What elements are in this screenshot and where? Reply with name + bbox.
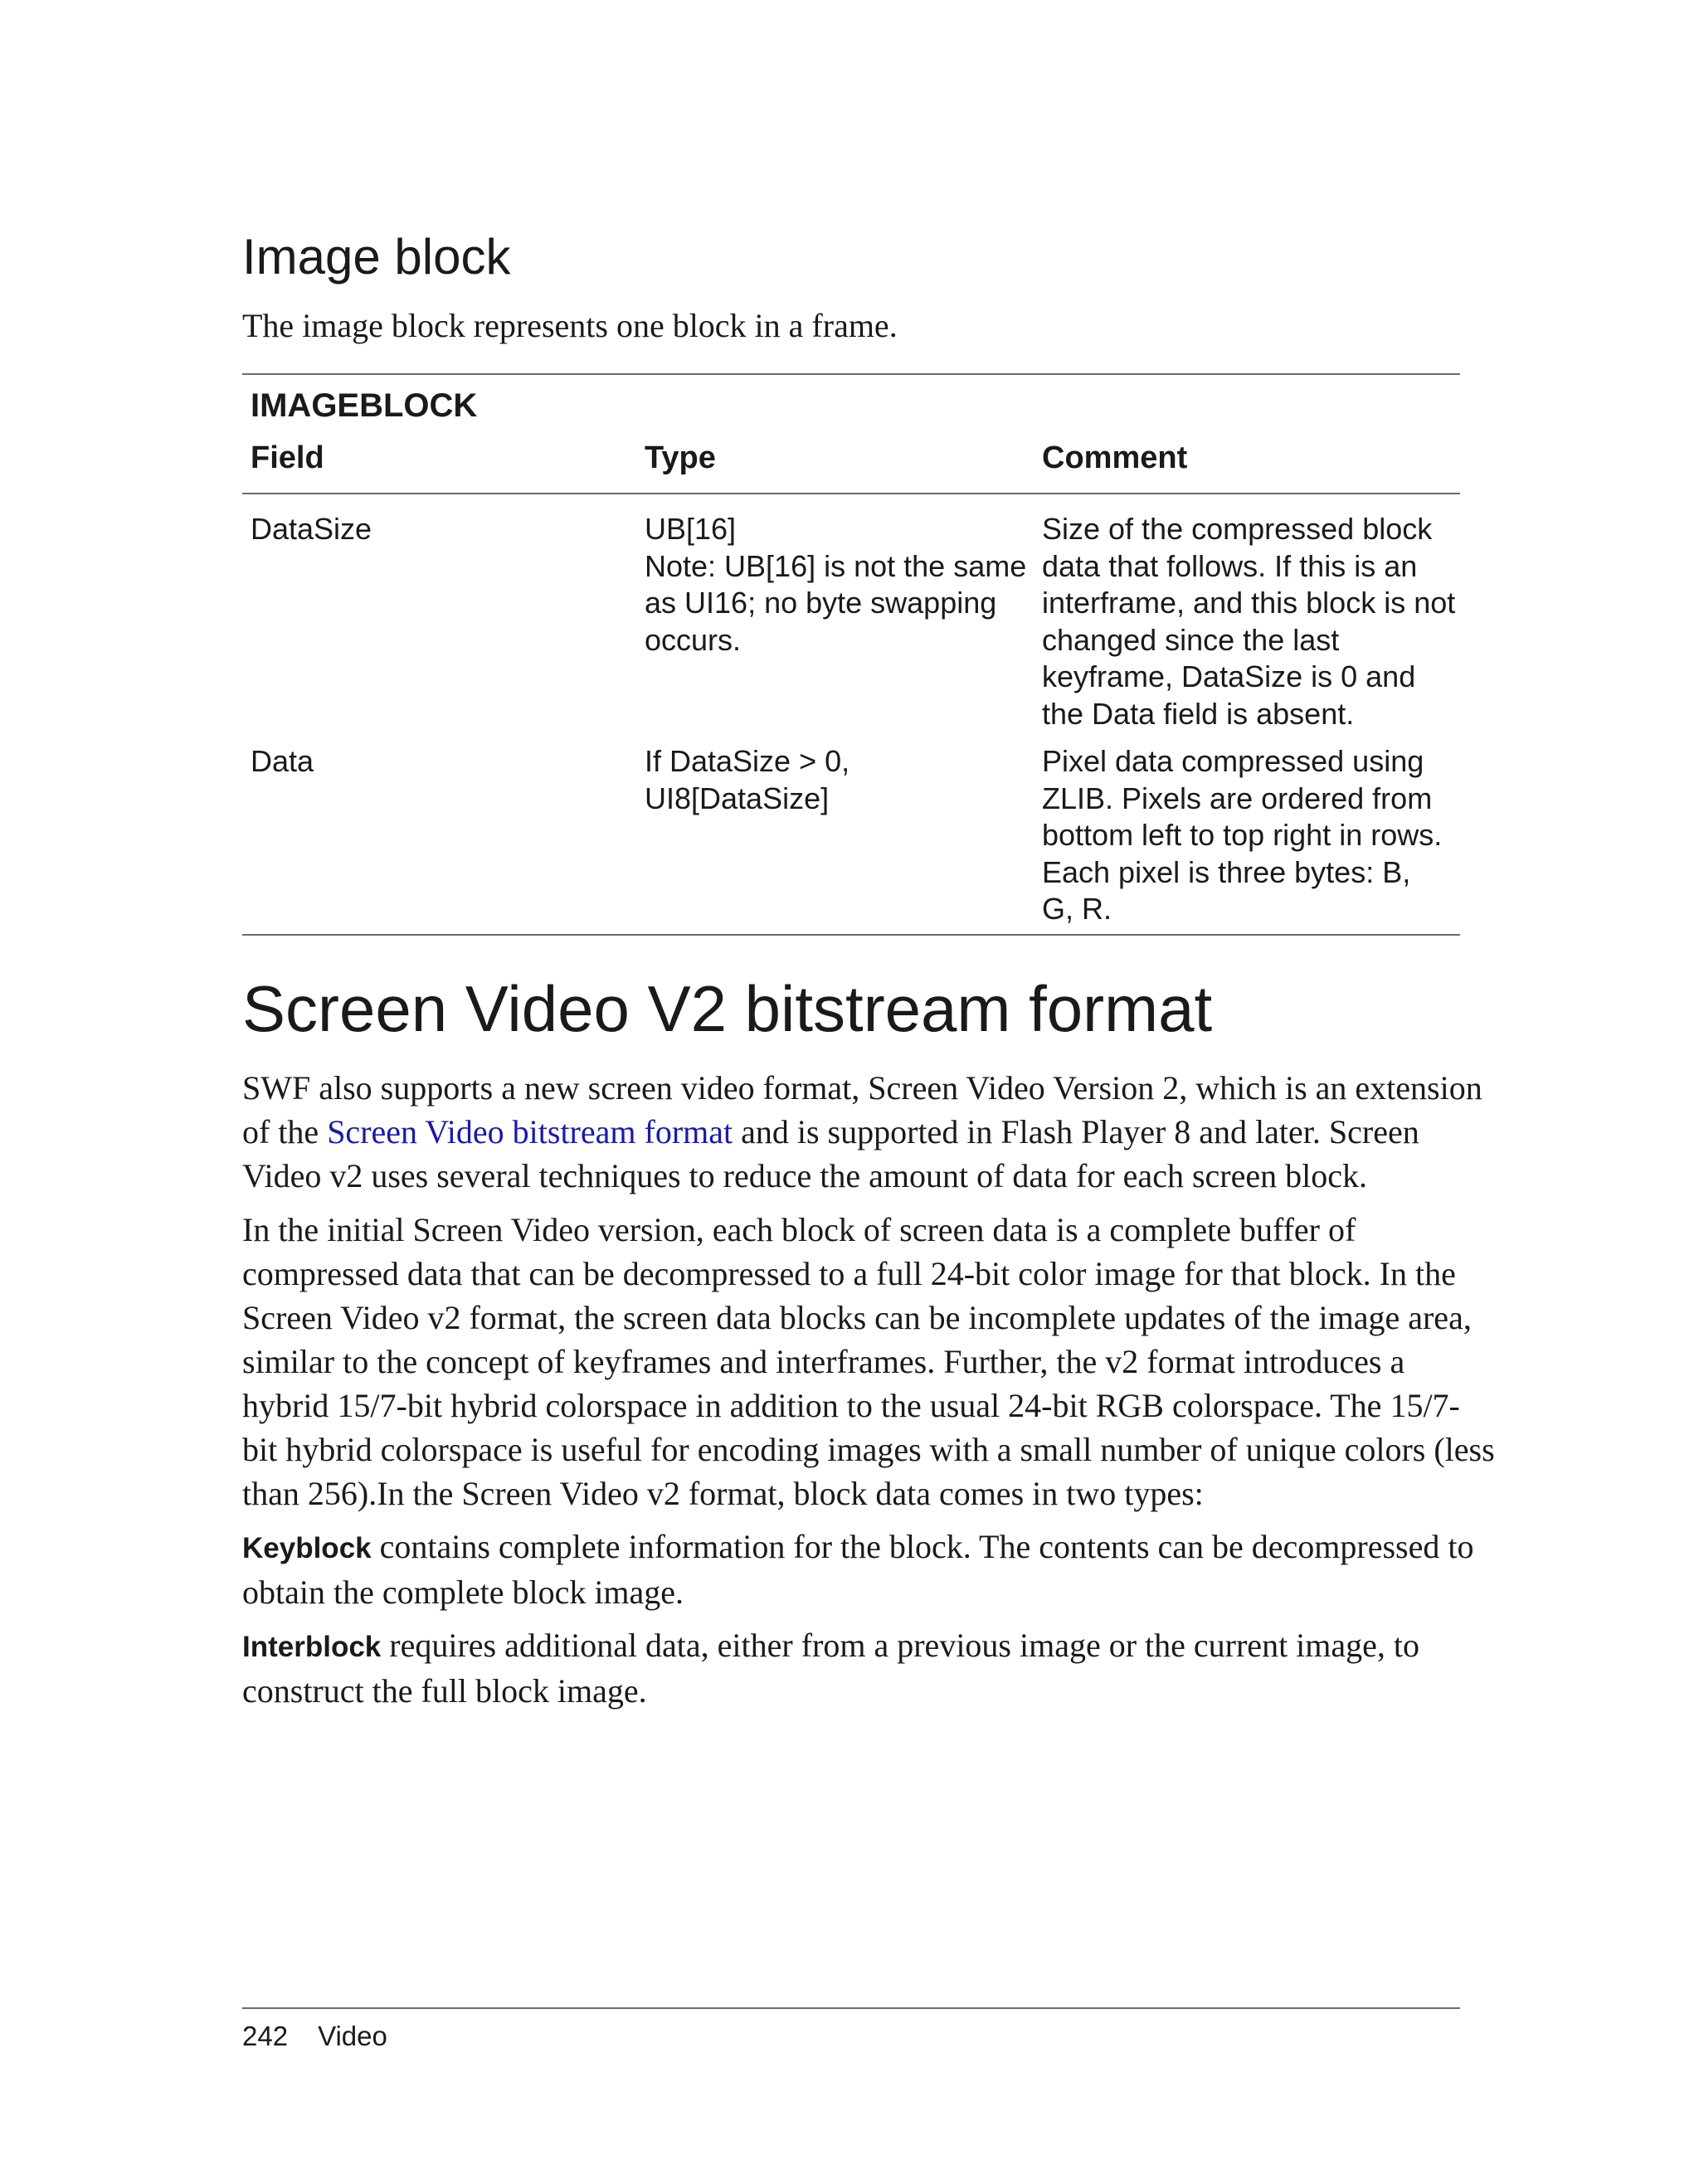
page-footer xyxy=(242,2016,387,2057)
cell-type xyxy=(636,743,1034,934)
cell-text: data that follows. If this is an xyxy=(1042,548,1418,583)
paragraph-line: than 256).In the Screen Video v2 format, block data comes in two types: xyxy=(242,1475,1204,1512)
footer-section-title: Video xyxy=(318,2021,387,2051)
cell-field xyxy=(242,511,636,727)
interblock-term: Interblock xyxy=(242,1631,382,1663)
keyblock-term: Keyblock xyxy=(242,1532,372,1564)
cell-text: Note: UB[16] is not the same xyxy=(645,548,1027,583)
cell-comment xyxy=(1034,743,1460,934)
text-span: of the xyxy=(242,1113,328,1150)
text-span: contains complete information for the block. The contents can be decompressed to xyxy=(371,1528,1474,1565)
table-row xyxy=(242,727,1460,934)
paragraph-line xyxy=(242,1623,1460,1669)
cell-text: keyframe, DataSize is 0 and xyxy=(1042,659,1416,693)
paragraph-line: construct the full block image. xyxy=(242,1672,647,1710)
paragraph-line: obtain the complete block image. xyxy=(242,1574,684,1611)
paragraph-keyblock xyxy=(242,1525,1474,1614)
cell-text: the Data field is absent. xyxy=(1042,696,1355,731)
paragraph-line: Video v2 uses several techniques to reduce the amount of data for each screen block. xyxy=(242,1157,1367,1194)
cell-text: changed since the last xyxy=(1042,622,1340,657)
page-number: 242 xyxy=(242,2021,289,2051)
paragraph-line: In the initial Screen Video version, each block of screen data is a complete buffer of xyxy=(242,1211,1356,1248)
image-block-intro: The image block represents one block in a frame. xyxy=(242,307,898,344)
text-span: requires additional data, either from a previous image or the current image, to xyxy=(381,1627,1420,1664)
screen-video-bitstream-link[interactable]: Screen Video bitstream format xyxy=(327,1113,733,1150)
header-type: Type xyxy=(645,440,716,475)
table-header-row xyxy=(242,435,1460,494)
paragraph-line: hybrid 15/7-bit hybrid colorspace in addition to the usual 24-bit RGB colorspace. The 15/7- xyxy=(242,1387,1460,1424)
paragraph-line: bit hybrid colorspace is useful for encoding images with a small number of unique colors (less xyxy=(242,1431,1495,1468)
paragraph-line: Screen Video v2 format, the screen data blocks can be incomplete updates of the image area, xyxy=(242,1299,1472,1336)
cell-text: UI8[DataSize] xyxy=(645,781,830,815)
cell-text: Each pixel is three bytes: B, xyxy=(1042,854,1411,889)
document-page xyxy=(242,0,1495,2184)
paragraph-line: compressed data that can be decompressed to a full 24-bit color image for that block. In the xyxy=(242,1255,1456,1292)
cell-text: occurs. xyxy=(645,622,742,657)
cell-text: If DataSize > 0, xyxy=(645,744,850,778)
cell-field xyxy=(242,743,636,934)
cell-type xyxy=(636,511,1034,727)
table-title: IMAGEBLOCK xyxy=(251,387,478,424)
cell-text: Pixel data compressed using xyxy=(1042,744,1424,778)
cell-text: as UI16; no byte swapping xyxy=(645,586,997,620)
imageblock-table xyxy=(242,373,1460,936)
image-block-heading: Image block xyxy=(242,229,511,285)
paragraph-line xyxy=(242,1525,1474,1570)
cell-text: ZLIB. Pixels are ordered from xyxy=(1042,781,1433,815)
cell-text: Data xyxy=(251,744,314,778)
paragraph-versions xyxy=(242,1208,1495,1515)
header-field: Field xyxy=(251,440,324,475)
cell-text: Size of the compressed block xyxy=(1042,512,1433,546)
screen-video-v2-heading: Screen Video V2 bitstream format xyxy=(242,972,1213,1045)
footer-divider xyxy=(242,2007,1460,2009)
paragraph-line: similar to the concept of keyframes and interframes. Further, the v2 format introduces a xyxy=(242,1343,1405,1380)
header-comment: Comment xyxy=(1042,440,1188,475)
paragraph-line xyxy=(242,1110,1460,1154)
cell-text: UB[16] xyxy=(645,512,737,546)
cell-text: bottom left to top right in rows. xyxy=(1042,818,1443,852)
table-row xyxy=(242,494,1460,731)
text-span: and is supported in Flash Player 8 and later. Screen xyxy=(733,1113,1419,1150)
paragraph-interblock xyxy=(242,1623,1460,1713)
cell-comment xyxy=(1034,511,1460,731)
cell-text: interframe, and this block is not xyxy=(1042,586,1456,620)
cell-text: G, R. xyxy=(1042,892,1112,926)
cell-text: DataSize xyxy=(251,512,372,546)
paragraph-intro xyxy=(242,1066,1482,1198)
paragraph-line: SWF also supports a new screen video format, Screen Video Version 2, which is an extension xyxy=(242,1069,1482,1107)
